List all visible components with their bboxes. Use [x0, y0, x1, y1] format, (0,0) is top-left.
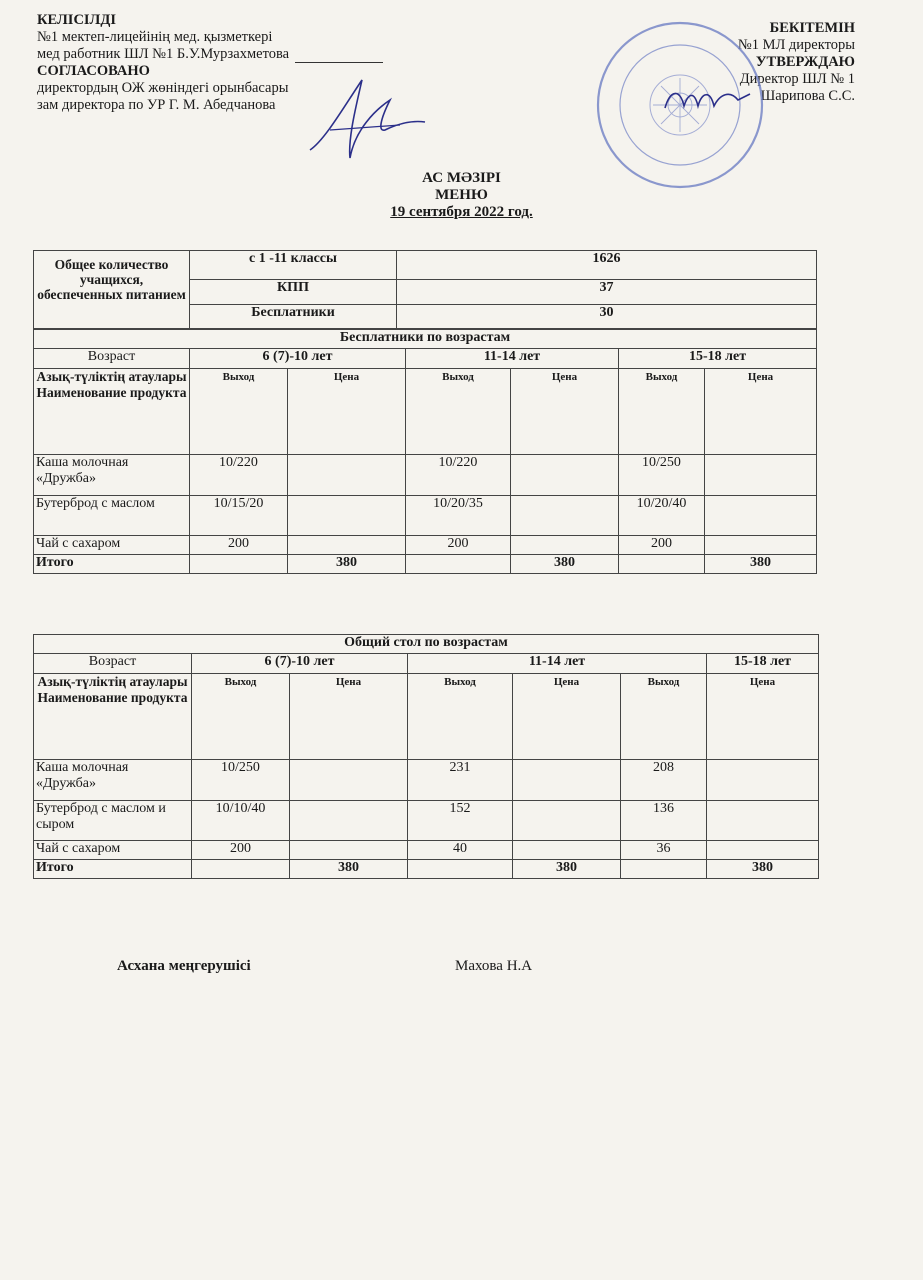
- summary-row-name: Бесплатники: [190, 305, 397, 329]
- signature-line: [295, 50, 383, 63]
- approved-ru-label: УТВЕРЖДАЮ: [755, 54, 855, 70]
- agreed-ru-label: СОГЛАСОВАНО: [37, 63, 150, 79]
- age-group-3: 15-18 лет: [707, 654, 819, 674]
- output-cell: 10/250: [619, 455, 705, 496]
- price-cell: [290, 801, 408, 841]
- price-cell: [511, 536, 619, 555]
- product-name: Чай с сахаром: [34, 536, 190, 555]
- summary-label: Общее количество учащихся, обеспеченных питанием: [34, 251, 190, 329]
- output-cell: 200: [190, 536, 288, 555]
- col-out: Выход: [192, 674, 290, 760]
- empty-cell: [408, 860, 513, 879]
- summary-row-value: 1626: [397, 251, 817, 280]
- total-value: 380: [290, 860, 408, 879]
- table-row: [34, 801, 819, 841]
- menu-date: 19 сентября 2022 год.: [390, 204, 533, 220]
- free-table-title: Бесплатники по возрастам: [34, 330, 817, 349]
- price-cell: [705, 536, 817, 555]
- total-value: 380: [705, 555, 817, 574]
- output-cell: 10/220: [190, 455, 288, 496]
- age-group-1: 6 (7)-10 лет: [190, 349, 406, 369]
- director-name: Шарипова С.С.: [760, 88, 855, 104]
- price-cell: [511, 496, 619, 536]
- summary-row-name: с 1 -11 классы: [190, 251, 397, 280]
- price-cell: [707, 801, 819, 841]
- product-name: Чай с сахаром: [34, 841, 192, 860]
- price-cell: [513, 801, 621, 841]
- output-cell: 208: [621, 760, 707, 801]
- col-price: Цена: [707, 674, 819, 760]
- total-value: 380: [511, 555, 619, 574]
- output-cell: 10/15/20: [190, 496, 288, 536]
- deputy-line-kz: директордың ОЖ жөніндегі орынбасары: [37, 80, 289, 96]
- output-cell: 36: [621, 841, 707, 860]
- age-label: Возраст: [34, 349, 190, 369]
- total-row: [34, 555, 817, 574]
- total-row: [34, 860, 819, 879]
- product-name: Бутерброд с маслом: [34, 496, 190, 536]
- price-cell: [707, 841, 819, 860]
- age-group-3: 15-18 лет: [619, 349, 817, 369]
- output-cell: 200: [406, 536, 511, 555]
- price-cell: [513, 841, 621, 860]
- price-cell: [290, 841, 408, 860]
- deputy-signature-icon: [300, 70, 430, 170]
- total-value: 380: [707, 860, 819, 879]
- total-value: 380: [513, 860, 621, 879]
- price-cell: [705, 496, 817, 536]
- output-cell: 231: [408, 760, 513, 801]
- med-worker-line-ru: мед работник ШЛ №1 Б.У.Мурзахметова: [37, 46, 383, 63]
- deputy-line-ru: зам директора по УР Г. М. Абедчанова: [37, 97, 276, 113]
- col-out: Выход: [621, 674, 707, 760]
- age-group-1: 6 (7)-10 лет: [192, 654, 408, 674]
- output-cell: 152: [408, 801, 513, 841]
- col-price: Цена: [288, 369, 406, 455]
- price-cell: [288, 455, 406, 496]
- col-price: Цена: [290, 674, 408, 760]
- price-cell: [511, 455, 619, 496]
- product-header: Азық-түліктің атаулары Наименование продукта: [34, 369, 190, 455]
- output-cell: 200: [192, 841, 290, 860]
- product-name: Каша молочная «Дружба»: [34, 455, 190, 496]
- product-name: Бутерброд с маслом и сыром: [34, 801, 192, 841]
- general-table-title: Общий стол по возрастам: [34, 635, 819, 654]
- empty-cell: [406, 555, 511, 574]
- students-summary-table: [33, 250, 817, 329]
- col-out: Выход: [408, 674, 513, 760]
- price-cell: [513, 760, 621, 801]
- director-line-kz: №1 МЛ директоры: [737, 37, 855, 53]
- summary-row-name: КПП: [190, 280, 397, 305]
- output-cell: 136: [621, 801, 707, 841]
- table-row: [34, 841, 819, 860]
- agreed-kz-label: КЕЛІСІЛДІ: [37, 12, 116, 28]
- price-cell: [288, 536, 406, 555]
- output-cell: 40: [408, 841, 513, 860]
- summary-row-value: 30: [397, 305, 817, 329]
- title-ru: МЕНЮ: [435, 187, 488, 203]
- age-group-2: 11-14 лет: [408, 654, 707, 674]
- col-price: Цена: [513, 674, 621, 760]
- age-group-2: 11-14 лет: [406, 349, 619, 369]
- canteen-head-name: Махова Н.А: [455, 958, 533, 974]
- output-cell: 200: [619, 536, 705, 555]
- free-meals-table: [33, 329, 817, 574]
- menu-title: [0, 170, 923, 221]
- empty-cell: [621, 860, 707, 879]
- table-row: [34, 760, 819, 801]
- title-kz: АС МӘЗІРІ: [422, 170, 501, 186]
- output-cell: 10/20/35: [406, 496, 511, 536]
- product-header: Азық-түліктің атаулары Наименование продукта: [34, 674, 192, 760]
- col-out: Выход: [190, 369, 288, 455]
- col-price: Цена: [705, 369, 817, 455]
- price-cell: [707, 760, 819, 801]
- summary-row-value: 37: [397, 280, 817, 305]
- output-cell: 10/10/40: [192, 801, 290, 841]
- total-label: Итого: [34, 860, 192, 879]
- output-cell: 10/20/40: [619, 496, 705, 536]
- general-table: [33, 634, 819, 879]
- empty-cell: [190, 555, 288, 574]
- table-row: [34, 455, 817, 496]
- director-line-ru: Директор ШЛ № 1: [739, 71, 855, 87]
- med-worker-line-kz: №1 мектеп-лицейінің мед. қызметкері: [37, 29, 273, 45]
- total-value: 380: [288, 555, 406, 574]
- empty-cell: [619, 555, 705, 574]
- col-out: Выход: [406, 369, 511, 455]
- output-cell: 10/250: [192, 760, 290, 801]
- col-out: Выход: [619, 369, 705, 455]
- canteen-head-role: Асхана меңгерушісі: [117, 958, 251, 974]
- age-label: Возраст: [34, 654, 192, 674]
- product-name: Каша молочная «Дружба»: [34, 760, 192, 801]
- col-price: Цена: [511, 369, 619, 455]
- approved-kz-label: БЕКІТЕМІН: [769, 20, 855, 36]
- output-cell: 10/220: [406, 455, 511, 496]
- empty-cell: [192, 860, 290, 879]
- price-cell: [290, 760, 408, 801]
- total-label: Итого: [34, 555, 190, 574]
- table-row: [34, 536, 817, 555]
- price-cell: [288, 496, 406, 536]
- price-cell: [705, 455, 817, 496]
- table-row: [34, 496, 817, 536]
- director-signature-icon: [660, 80, 755, 120]
